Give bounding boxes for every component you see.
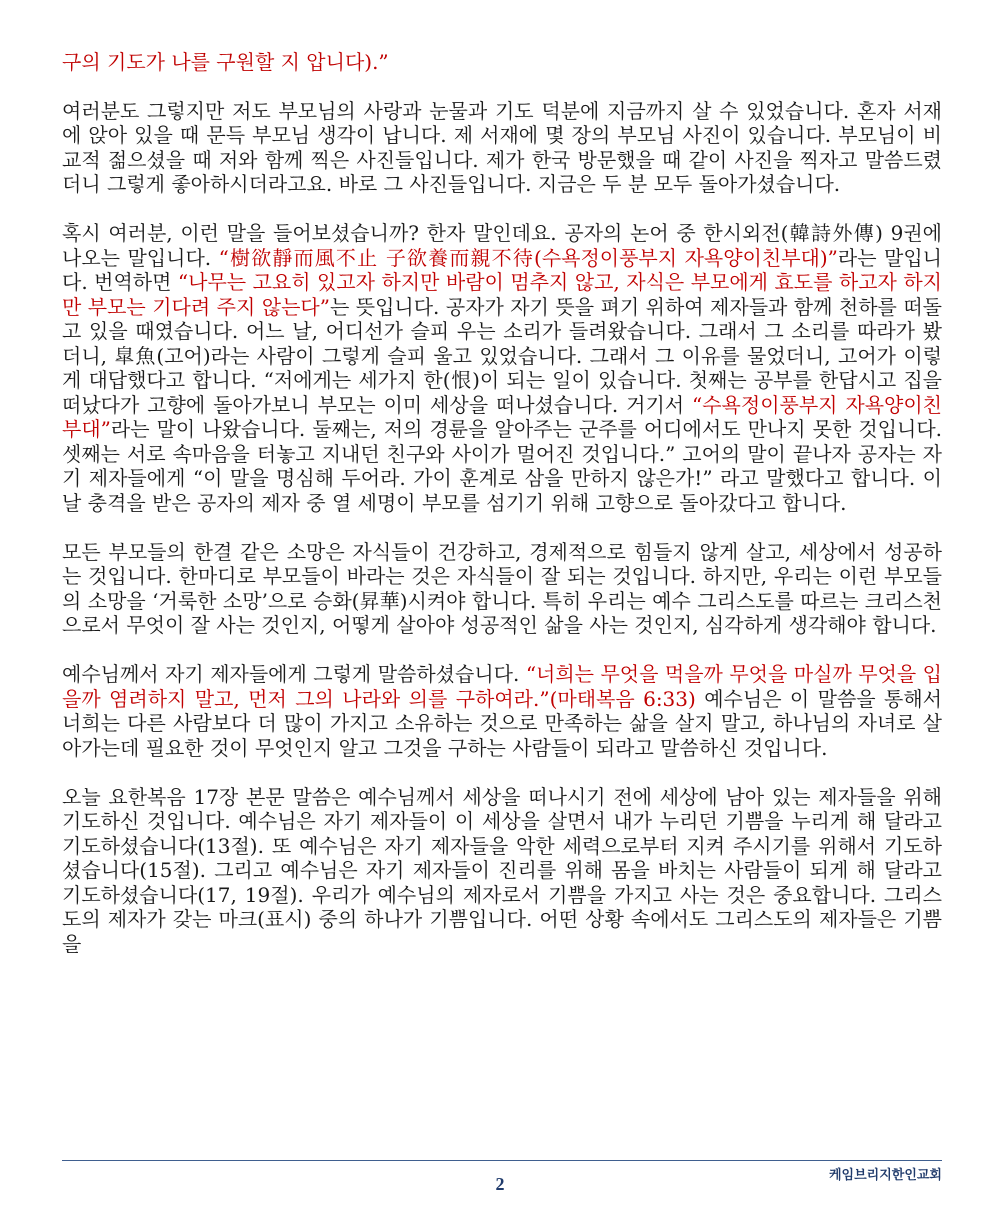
paragraph-text: 혹시 여러분, 이런 말을 들어보셨습니까? 한자 말인데요. 공자의 논어 중 한시외전(韓詩外傳) 9권에 나오는 말입니다.	[62, 221, 942, 270]
footer-church-name: 케임브리지한인교회	[828, 1168, 942, 1183]
paragraph-text: 오늘 요한복음 17장 본문 말씀은 예수님께서 세상을 떠나시기 전에 세상에 남아 있는 제자들을 위해 기도하신 것입니다. 예수님은 자기 제자들이 이 세상을 살면서 내가 누리던 기쁨을 누리게 해 달라고 기도하셨습니다(13절). 또 예수님은 자기 제자들을 악한 세력으로부터 지켜 주시기를 위해서 기도하셨습니다(15절). 그리고 예수님은 자기 제자들이 진리를 위해 몸을 바치는 사람들이 되게 해 달라고 기도하셨습니다(17, 19절). 우리가 예수님의 제자로서 기쁨을 가지고 사는 것은 중요합니다. 그리스도의 제자가 갖는 마크(표시) 중의 하나가 기쁨입니다. 어떤 상황 속에서도 그리스도의 제자들은 기쁨을	[62, 784, 942, 956]
quote-red-text: “수욕정이풍부지 자욕양이친부대”	[62, 392, 943, 441]
quote-red-text: “樹欲靜而風不止 子欲養而親不待(수욕정이풍부지 자욕양이친부대)”	[218, 245, 838, 270]
verse-reference: (마태복음 6:33)	[549, 686, 696, 711]
paragraph-matthew-verse	[62, 662, 942, 760]
paragraph-confucius-story	[62, 221, 942, 515]
paragraph-parents-photos	[62, 99, 942, 197]
paragraph-text: 는 뜻입니다. 공자가 자기 뜻을 펴기 위하여 제자들과 함께 천하를 떠돌고 있을 때였습니다. 어느 날, 어디선가 슬피 우는 소리가 들려왔습니다. 그래서 그 소리를 따라가 봤더니, 皐魚(고어)라는 사람이 그렇게 슬피 울고 있었습니다. 그래서 그 이유를 물었더니, 고어가 이렇게 대답했다고 합니다. “저에게는 세가지 한(恨)이 되는 일이 있습니다. 첫째는 공부를 한답시고 집을 떠났다가 고향에 돌아가보니 부모는 이미 세상을 떠나셨습니다. 거기서	[62, 294, 942, 417]
quote-red-text: “나무는 고요히 있고자 하지만 바람이 멈추지 않고, 자식은 부모에게 효도를 하고자 하지만 부모는 기다려 주지 않는다”	[62, 270, 942, 319]
paragraph-text: 예수님께서 자기 제자들에게 그렇게 말씀하셨습니다.	[62, 662, 526, 686]
paragraph-text: 라는 말이 나왔습니다. 둘째는, 저의 경륜을 알아주는 군주를 어디에서도 만나지 못한 것입니다. 셋째는 서로 속마음을 터놓고 지내던 친구와 사이가 멀어진 것입니다.” 고어의 말이 끝나자 공자는 자기 제자들에게 “이 말을 명심해 두어라. 가이 훈계로 삼을 만하지 않은가!” 라고 말했다고 합니다. 이날 충격을 받은 공자의 제자 중 열 세명이 부모를 섬기기 위해 고향으로 돌아갔다고 합니다.	[62, 417, 942, 515]
paragraph-text: 예수님은 이 말씀을 통해서 너희는 다른 사람보다 더 많이 가지고 소유하는 것으로 만족하는 삶을 살지 말고, 하나님의 자녀로 살아가는데 필요한 것이 무엇인지 알고 그것을 구하는 사람들이 되라고 말씀하신 것입니다.	[62, 686, 943, 760]
page-number: 2	[495, 1174, 505, 1194]
paragraph-text: 라는 말입니다. 번역하면	[62, 245, 943, 294]
paragraph-text: 모든 부모들의 한결 같은 소망은 자식들이 건강하고, 경제적으로 힘들지 않게 살고, 세상에서 성공하는 것입니다. 한마디로 부모들이 바라는 것은 자식들이 잘 되는 것입니다. 하지만, 우리는 이런 부모들의 소망을 ‘거룩한 소망’으로 승화(昇華)시켜야 합니다. 특히 우리는 예수 그리스도를 따르는 크리스천으로서 무엇이 잘 사는 것인지, 어떻게 살아야 성공적인 삶을 사는 것인지, 심각하게 생각해야 합니다.	[62, 539, 942, 637]
paragraph-quote-ending	[62, 50, 942, 75]
paragraph-parents-hope	[62, 540, 942, 638]
footer-divider	[62, 1160, 942, 1161]
document-body	[62, 50, 942, 981]
quote-red-text: 구의 기도가 나를 구원할 지 압니다).”	[62, 50, 389, 74]
paragraph-john-17	[62, 785, 942, 957]
quote-red-text: “너희는 무엇을 먹을까 무엇을 마실까 무엇을 입을까 염려하지 말고, 먼저 그의 나라와 의를 구하여라.”	[62, 662, 943, 711]
paragraph-text: 여러분도 그렇지만 저도 부모님의 사랑과 눈물과 기도 덕분에 지금까지 살 수 있었습니다. 혼자 서재에 앉아 있을 때 문득 부모님 생각이 납니다. 제 서재에 몇 장의 부모님 사진이 있습니다. 부모님이 비교적 젊으셨을 때 저와 함께 찍은 사진들입니다. 제가 한국 방문했을 때 같이 사진을 찍자고 말씀드렸더니 그렇게 좋아하시더라고요. 바로 그 사진들입니다. 지금은 두 분 모두 돌아가셨습니다.	[62, 98, 942, 196]
